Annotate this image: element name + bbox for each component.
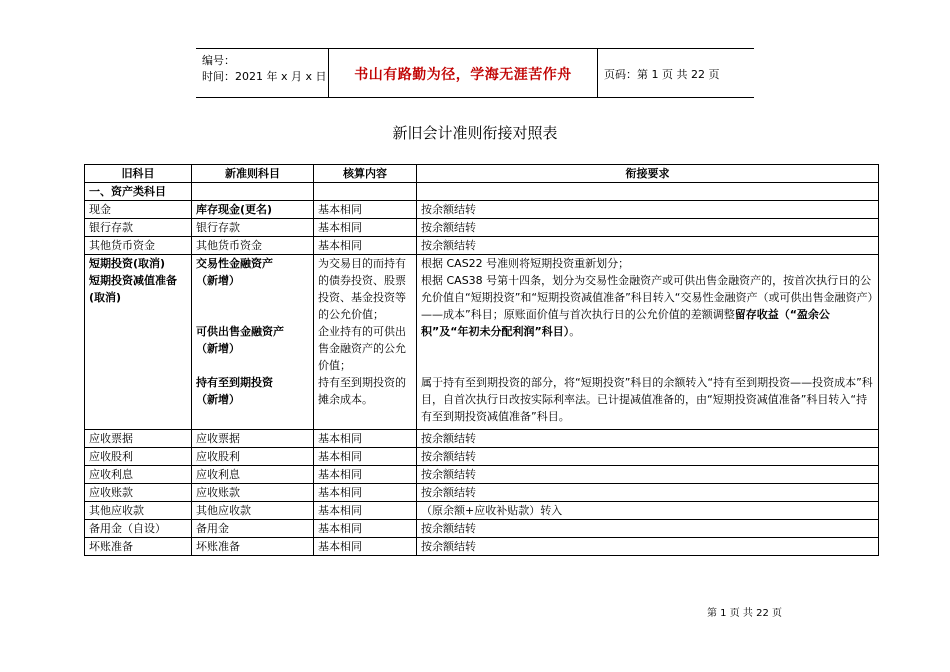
- column-header-new: 新准则科目: [192, 165, 314, 183]
- old-account: 应收利息: [85, 466, 192, 484]
- new-account: 备用金: [192, 520, 314, 538]
- header-meta-cell: [196, 49, 329, 97]
- old-account: 应收账款: [85, 484, 192, 502]
- transition-requirement: 按余额结转: [417, 448, 879, 466]
- new-account: 银行存款: [192, 219, 314, 237]
- new-account-tag: （新增）: [196, 393, 240, 406]
- table-row: [85, 502, 879, 520]
- transition-requirement: 按余额结转: [417, 219, 879, 237]
- header-slogan: 书山有路勤为径，学海无涯苦作舟: [354, 67, 572, 83]
- new-account: 可供出售金融资产: [196, 325, 284, 338]
- column-header-requirement: 衔接要求: [417, 165, 879, 183]
- transition-requirement: 按余额结转: [417, 520, 879, 538]
- account-content: 企业持有的可供出售金融资产的公允价值；: [318, 325, 406, 372]
- transition-requirement: 按余额结转: [417, 484, 879, 502]
- old-account: 银行存款: [85, 219, 192, 237]
- new-account-tag: （新增）: [196, 342, 240, 355]
- account-content: 基本相同: [314, 520, 417, 538]
- transition-requirement: 根据 CAS22 号准则将短期投资重新划分；: [421, 257, 630, 270]
- document-time-label: 时间：2021 年 x 月 x 日: [202, 70, 327, 83]
- account-content: 为交易目的而持有的债券投资、股票投资、基金投资等的公允价值；: [318, 257, 406, 321]
- account-content: 基本相同: [314, 201, 417, 219]
- new-account: 应收利息: [192, 466, 314, 484]
- table-row: [85, 237, 879, 255]
- new-account: 其他应收款: [192, 502, 314, 520]
- emphasis-text: 留存收益（“盈余公积”及“年初未分配利润”科目）: [421, 308, 830, 338]
- column-header-content: 核算内容: [314, 165, 417, 183]
- old-account: 现金: [85, 201, 192, 219]
- new-account: 坏账准备: [192, 538, 314, 556]
- account-content: 基本相同: [314, 538, 417, 556]
- transition-requirement: 按余额结转: [417, 538, 879, 556]
- new-account: 交易性金融资产: [196, 257, 273, 270]
- document-number-label: 编号：: [202, 54, 235, 67]
- new-account-cell: [192, 255, 314, 430]
- section-title-assets: 一、资产类科目: [85, 183, 192, 201]
- empty-cell: [192, 183, 314, 201]
- header-page-cell: [598, 49, 754, 97]
- transition-requirement-cell: [417, 255, 879, 430]
- account-content-cell: [314, 255, 417, 430]
- account-content: 基本相同: [314, 219, 417, 237]
- table-header-row: [85, 165, 879, 183]
- mapping-table: [84, 164, 879, 556]
- old-account: 应收股利: [85, 448, 192, 466]
- transition-requirement: 按余额结转: [417, 430, 879, 448]
- table-row: [85, 219, 879, 237]
- account-content: 基本相同: [314, 448, 417, 466]
- old-account: 短期投资减值准备(取消): [89, 274, 177, 304]
- old-account: 其他货币资金: [85, 237, 192, 255]
- table-row: [85, 538, 879, 556]
- table-row-short-term-investment: [85, 255, 879, 430]
- transition-requirement: 根据 CAS38 号第十四条，划分为交易性金融资产或可供出售金融资产的，按首次执行日的公允价值自“短期投资”和“短期投资减值准备”科目转入“交易性金融资产（或可供出售金融资产）——成本”科目；原账面价值与首次执行日的公允价值的差额调整留存收益（“盈余公积”及“年初未分配利润”科目）。: [421, 274, 873, 338]
- transition-requirement: （原余额+应收补贴款）转入: [417, 502, 879, 520]
- old-account: 坏账准备: [85, 538, 192, 556]
- table-row: [85, 466, 879, 484]
- old-account-cell: [85, 255, 192, 430]
- column-header-old: 旧科目: [85, 165, 192, 183]
- document-title: 新旧会计准则衔接对照表: [392, 124, 558, 142]
- empty-cell: [417, 183, 879, 201]
- table-row: [85, 201, 879, 219]
- new-account-tag: （新增）: [196, 274, 240, 287]
- new-account: 应收股利: [192, 448, 314, 466]
- transition-requirement: 按余额结转: [417, 201, 879, 219]
- account-content: 持有至到期投资的摊余成本。: [318, 376, 406, 406]
- account-content: 基本相同: [314, 237, 417, 255]
- table-row: [85, 448, 879, 466]
- account-content: 基本相同: [314, 502, 417, 520]
- section-row-assets: [85, 183, 879, 201]
- account-content: 基本相同: [314, 466, 417, 484]
- table-row: [85, 430, 879, 448]
- old-account: 应收票据: [85, 430, 192, 448]
- transition-requirement: 按余额结转: [417, 466, 879, 484]
- account-content: 基本相同: [314, 430, 417, 448]
- old-account: 其他应收款: [85, 502, 192, 520]
- new-account: 应收账款: [192, 484, 314, 502]
- new-account: 持有至到期投资: [196, 376, 273, 389]
- table-row: [85, 520, 879, 538]
- transition-requirement: 属于持有至到期投资的部分，将“短期投资”科目的余额转入“持有至到期投资——投资成本”科目，自首次执行日改按实际利率法。已计提减值准备的，由“短期投资减值准备”科目转入“持有至到期投资减值准备”科目。: [421, 376, 873, 423]
- transition-requirement: 按余额结转: [417, 237, 879, 255]
- empty-cell: [314, 183, 417, 201]
- header-slogan-cell: [329, 49, 598, 97]
- table-row: [85, 484, 879, 502]
- page-header: [196, 48, 754, 98]
- old-account: 短期投资(取消): [89, 257, 166, 270]
- new-account: 应收票据: [192, 430, 314, 448]
- new-account: 库存现金(更名): [192, 201, 314, 219]
- account-content: 基本相同: [314, 484, 417, 502]
- old-account: 备用金（自设）: [85, 520, 192, 538]
- header-page-number: 页码：第 1 页 共 22 页: [604, 68, 720, 81]
- new-account: 其他货币资金: [192, 237, 314, 255]
- page-footer: 第 1 页 共 22 页: [707, 608, 782, 619]
